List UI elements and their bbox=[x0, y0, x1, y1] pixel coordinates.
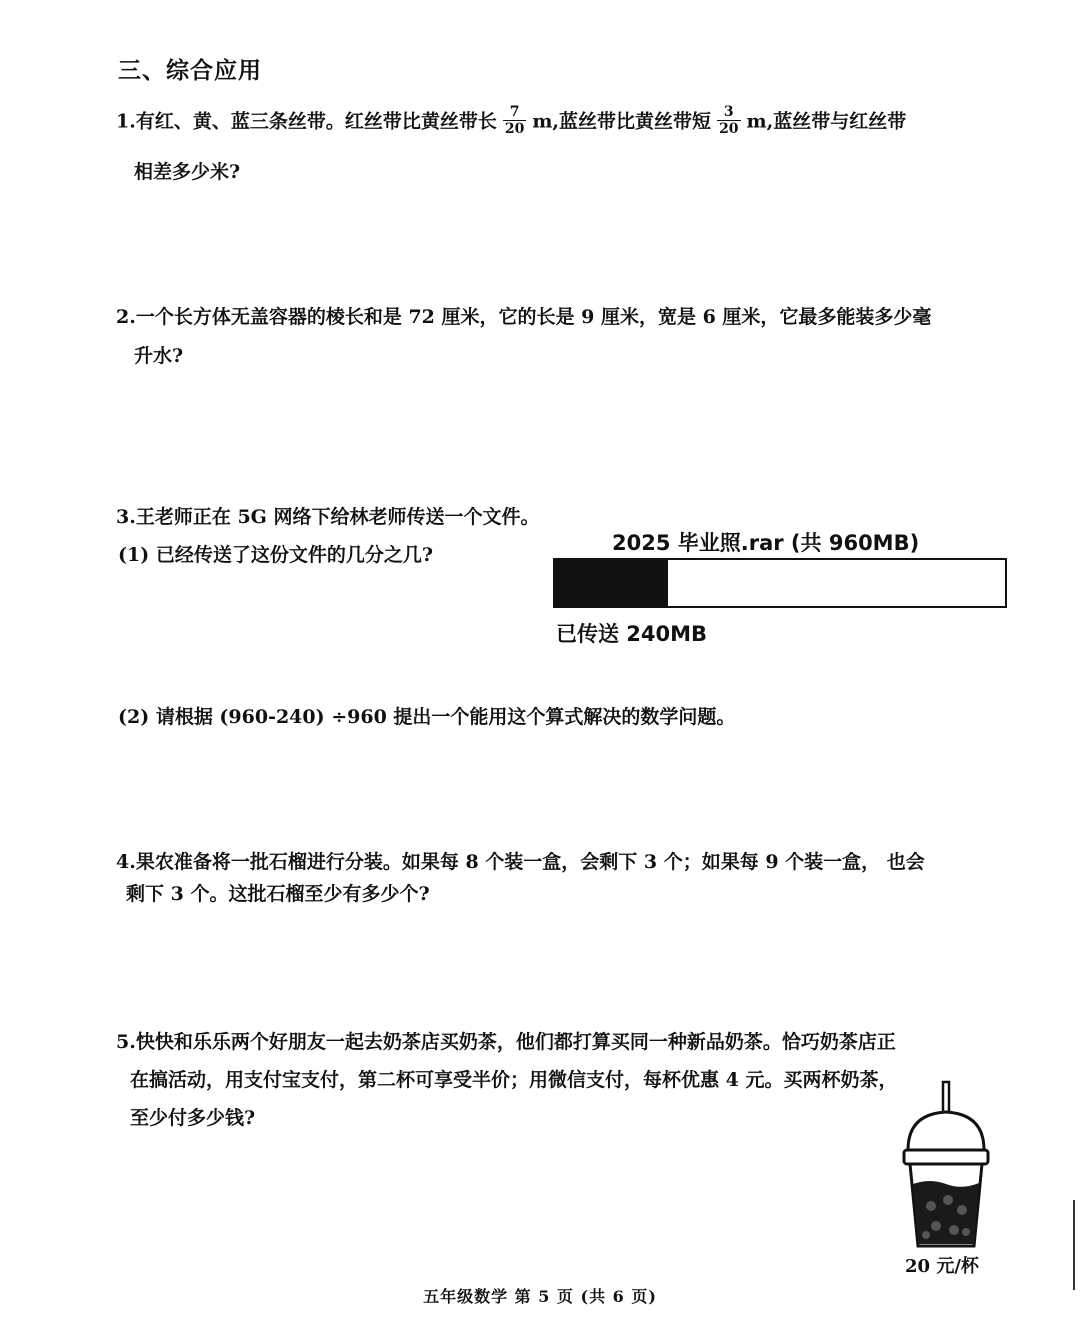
price-label: 20 元/杯 bbox=[905, 1256, 979, 1277]
sent-amount-label: 已传送 240MB bbox=[556, 622, 708, 646]
question-1-text-a: 1.有红、黄、蓝三条丝带。红丝带比黄丝带长 bbox=[116, 110, 497, 133]
section-title: 三、综合应用 bbox=[118, 58, 262, 84]
question-2-line-2: 升水? bbox=[134, 345, 184, 367]
question-1-line-2: 相差多少米? bbox=[134, 161, 241, 183]
scan-edge-line bbox=[1073, 1200, 1075, 1290]
question-4-line-2: 剩下 3 个。这批石榴至少有多少个? bbox=[126, 883, 430, 905]
question-3-line-1: 3.王老师正在 5G 网络下给林老师传送一个文件。 bbox=[116, 506, 540, 528]
fraction-3-20 bbox=[717, 104, 740, 137]
question-4-line-1: 4.果农准备将一批石榴进行分装。如果每 8 个装一盒，会剩下 3 个；如果每 9 个装一盒， 也会 bbox=[116, 851, 925, 873]
question-1-line-1 bbox=[116, 106, 906, 139]
question-5-line-3: 至少付多少钱? bbox=[130, 1107, 256, 1129]
fraction-denominator: 20 bbox=[504, 121, 525, 137]
fraction-numerator: 7 bbox=[503, 104, 526, 121]
question-1-text-c: m,蓝丝带与红丝带 bbox=[746, 110, 907, 133]
question-5-line-1: 5.快快和乐乐两个好朋友一起去奶茶店买奶茶，他们都打算买同一种新品奶茶。恰巧奶茶店正 bbox=[116, 1031, 896, 1053]
file-name-label: 2025 毕业照.rar (共 960MB) bbox=[612, 531, 920, 555]
question-5-line-2: 在搞活动，用支付宝支付，第二杯可享受半价；用微信支付，每杯优惠 4 元。买两杯奶茶， bbox=[130, 1069, 898, 1091]
milk-tea-cup-icon bbox=[896, 1080, 996, 1248]
question-1-text-b: m,蓝丝带比黄丝带短 bbox=[532, 110, 712, 133]
page-footer: 五年级数学 第 5 页 (共 6 页) bbox=[423, 1287, 657, 1306]
fraction-denominator: 20 bbox=[719, 121, 739, 137]
transfer-progress-fill bbox=[555, 560, 668, 606]
question-3-sub-2: (2) 请根据 (960-240) ÷960 提出一个能用这个算式解决的数学问题。 bbox=[118, 706, 736, 728]
fraction-7-20 bbox=[503, 104, 526, 137]
question-2-line-1: 2.一个长方体无盖容器的棱长和是 72 厘米，它的长是 9 厘米，宽是 6 厘米，它最多能装多少毫 bbox=[116, 306, 932, 328]
question-3-sub-1: (1) 已经传送了这份文件的几分之几? bbox=[118, 544, 433, 566]
fraction-numerator: 3 bbox=[717, 104, 740, 121]
transfer-progress-bar bbox=[553, 558, 1007, 608]
